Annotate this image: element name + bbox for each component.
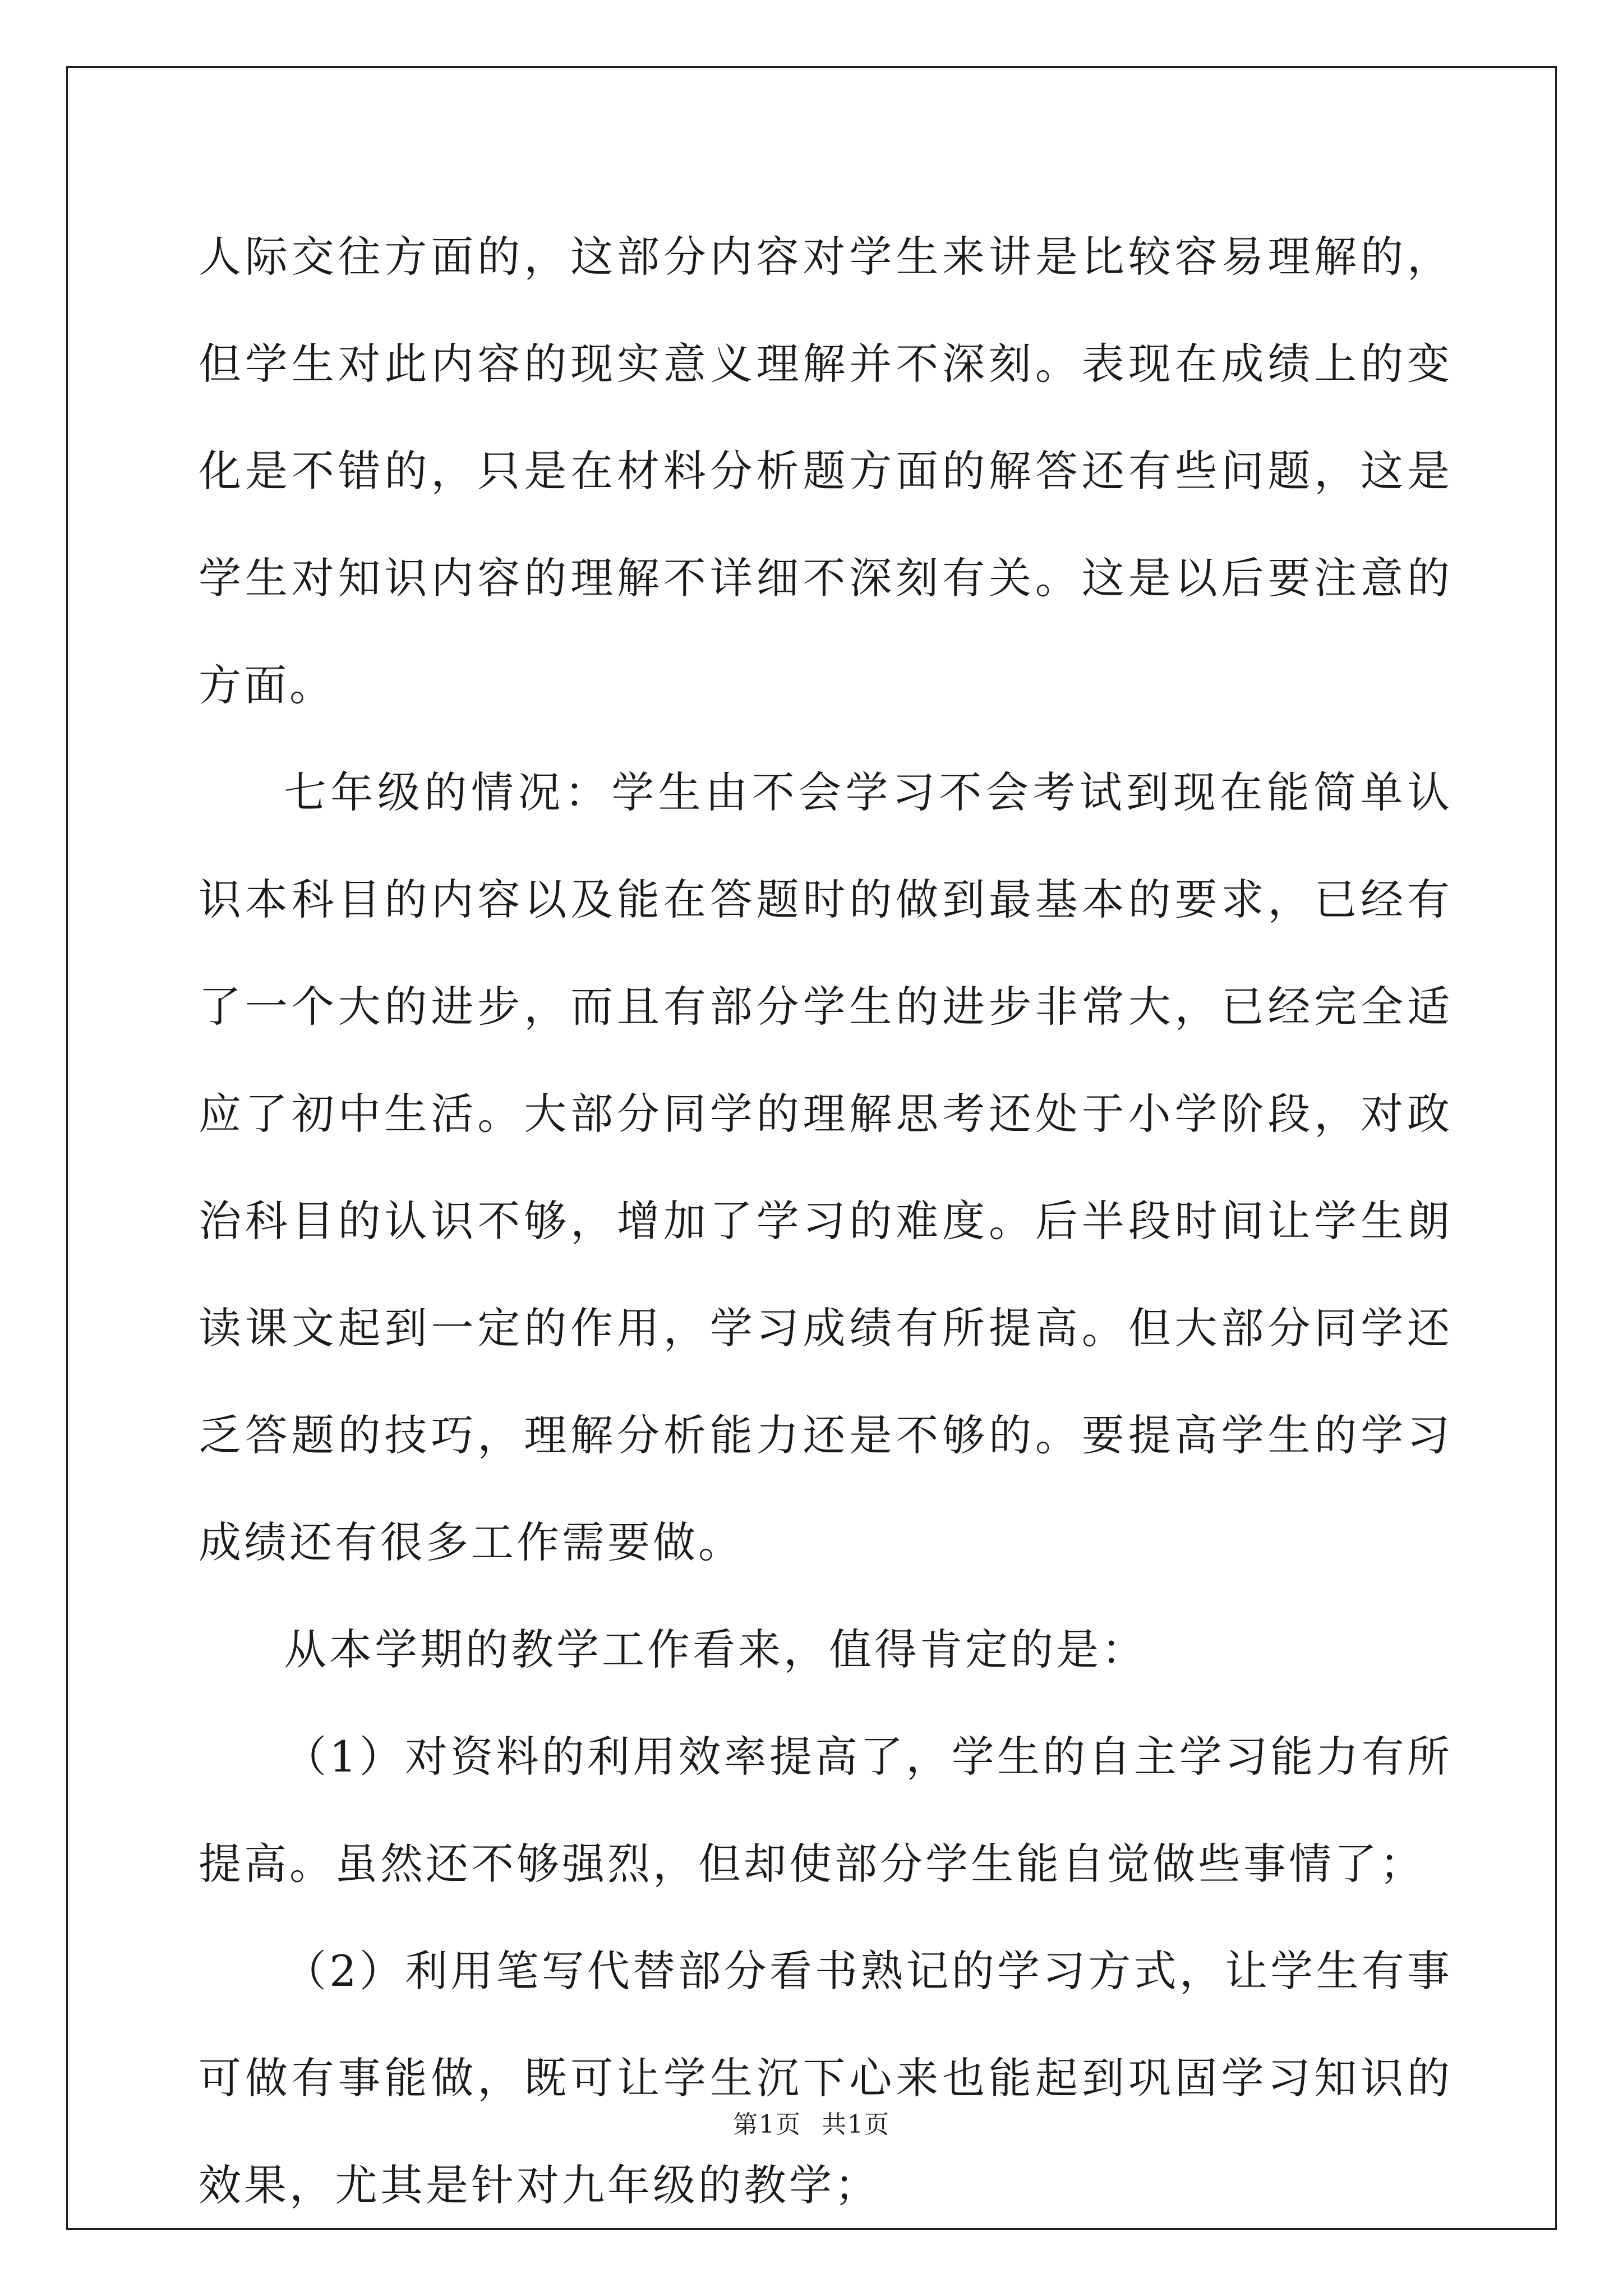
page-total: 共1页 <box>822 2110 890 2139</box>
paragraph-point-two: （2）利用笔写代替部分看书熟记的学习方式，让学生有事可做有事能做，既可让学生沉下心来也能起到巩固学习知识的效果，尤其是针对九年级的教学； <box>199 1946 1453 2210</box>
paragraph-continuation: 人际交往方面的，这部分内容对学生来讲是比较容易理解的，但学生对此内容的现实意义理解并不深刻。表现在成绩上的变化是不错的，只是在材料分析题方面的解答还有些问题，这是学生对知识内容的理解不详细不深刻有关。这是以后要注意的方面。 <box>199 232 1453 710</box>
paragraph-point-one: （1）对资料的利用效率提高了，学生的自主学习能力有所提高。虽然还不够强烈，但却使部分学生能自觉做些事情了； <box>199 1732 1453 1889</box>
paragraph-grade-seven: 七年级的情况：学生由不会学习不会考试到现在能简单认识本科目的内容以及能在答题时的做到最基本的要求，已经有了一个大的进步，而且有部分学生的进步非常大，已经完全适应了初中生活。大部分同学的理解思考还处于小学阶段，对政治科目的认识不够，增加了学习的难度。后半段时间让学生朗读课文起到一定的作用，学习成绩有所提高。但大部分同学还乏答题的技巧，理解分析能力还是不够的。要提高学生的学习成绩还有很多工作需要做。 <box>199 767 1453 1567</box>
page-number: 第1页 <box>733 2110 801 2139</box>
paragraph-summary-intro: 从本学期的教学工作看来，值得肯定的是： <box>284 1625 1147 1674</box>
document-body <box>199 203 1453 2239</box>
page-footer <box>0 2108 1623 2142</box>
